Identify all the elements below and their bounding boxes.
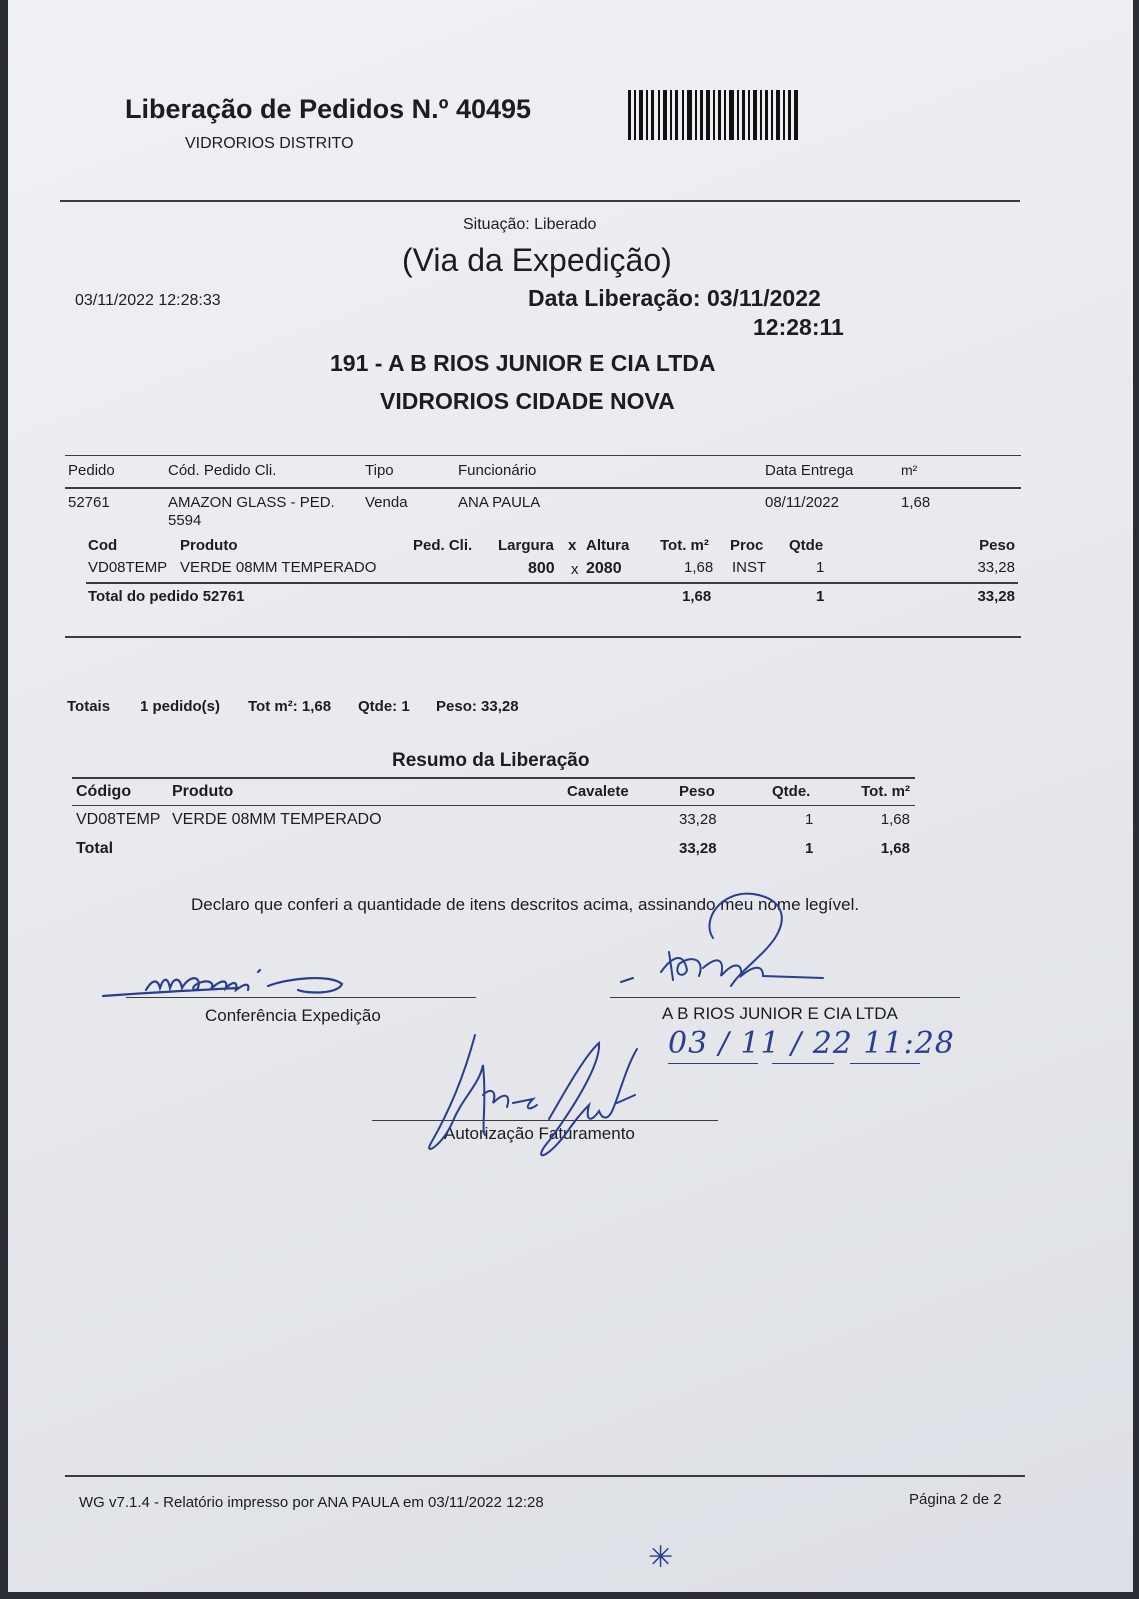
item-col-cod: Cod <box>88 537 118 554</box>
item-total-line <box>86 582 1018 584</box>
resumo-col-cavalete: Cavalete <box>567 783 629 800</box>
item-col-ped-cli: Ped. Cli. <box>413 537 473 554</box>
via-title: (Via da Expedição) <box>402 242 672 278</box>
resumo-title: Resumo da Liberação <box>392 750 590 771</box>
order-bottom-line <box>65 636 1021 638</box>
document-page <box>8 0 1133 1592</box>
item-col-largura: Largura <box>498 537 554 554</box>
client-store: VIDRORIOS CIDADE NOVA <box>380 388 675 414</box>
company-name: VIDRORIOS DISTRITO <box>185 135 354 152</box>
footer-report: WG v7.1.4 - Relatório impresso por ANA PAULA em 03/11/2022 12:28 <box>79 1494 544 1511</box>
signature-label-cliente: A B RIOS JUNIOR E CIA LTDA <box>662 1004 898 1023</box>
handwritten-date-underline-3 <box>850 1063 920 1064</box>
totais-label: Totais <box>67 698 111 715</box>
resumo-row-tot-m2: 1,68 <box>880 811 910 828</box>
resumo-top-line <box>72 777 915 779</box>
signature-label-autorizacao: Autorização Faturamento <box>444 1124 635 1143</box>
resumo-col-tot-m2: Tot. m² <box>861 783 910 800</box>
totais-peso: Peso: 33,28 <box>436 698 519 715</box>
data-liberacao-time: 12:28:11 <box>753 314 844 340</box>
header-divider <box>60 200 1020 202</box>
client-name: 191 - A B RIOS JUNIOR E CIA LTDA <box>330 350 716 376</box>
footer-page: Página 2 de 2 <box>909 1491 1002 1508</box>
item-col-peso: Peso <box>979 537 1015 554</box>
item-x: x <box>571 561 579 578</box>
item-peso: 33,28 <box>977 559 1015 576</box>
order-total-m2: 1,68 <box>682 588 712 605</box>
item-altura: 2080 <box>586 560 622 577</box>
asterisk-icon: ✳ <box>648 1541 674 1574</box>
item-produto: VERDE 08MM TEMPERADO <box>180 559 377 576</box>
order-funcionario: ANA PAULA <box>458 494 541 511</box>
order-header-line <box>65 487 1021 489</box>
signature-line-cliente <box>610 997 960 998</box>
order-data-entrega: 08/11/2022 <box>765 494 839 511</box>
resumo-total-qtde: 1 <box>805 840 814 857</box>
col-tipo: Tipo <box>365 462 394 479</box>
resumo-row-produto: VERDE 08MM TEMPERADO <box>172 811 382 828</box>
order-pedido: 52761 <box>68 494 110 511</box>
order-m2: 1,68 <box>901 494 931 511</box>
totais-tot-m2: Tot m²: 1,68 <box>248 698 332 715</box>
declaration-text: Declaro que conferi a quantidade de itens descritos acima, assinando meu nome legível. <box>191 895 860 914</box>
order-total-peso: 33,28 <box>977 588 1015 605</box>
resumo-total-tot-m2: 1,68 <box>880 840 910 857</box>
signature-cliente <box>613 880 843 995</box>
barcode-icon <box>628 90 803 142</box>
order-total-label: Total do pedido 52761 <box>88 588 245 605</box>
data-liberacao: Data Liberação: 03/11/2022 <box>528 285 821 311</box>
item-col-altura: Altura <box>586 537 630 554</box>
situacao: Situação: Liberado <box>463 216 597 233</box>
totais-pedidos: 1 pedido(s) <box>140 698 221 715</box>
resumo-col-qtde: Qtde. <box>772 783 811 800</box>
resumo-col-peso: Peso <box>679 783 715 800</box>
col-data-entrega: Data Entrega <box>765 462 854 479</box>
signature-autorizacao <box>413 1025 653 1175</box>
resumo-total-peso: 33,28 <box>679 840 717 857</box>
item-largura: 800 <box>528 560 555 577</box>
totais-qtde: Qtde: 1 <box>358 698 410 715</box>
resumo-col-produto: Produto <box>172 783 234 800</box>
resumo-row-qtde: 1 <box>805 811 814 828</box>
col-pedido: Pedido <box>68 462 115 479</box>
item-proc: INST <box>732 559 767 576</box>
col-funcionario: Funcionário <box>458 462 537 479</box>
resumo-row-peso: 33,28 <box>679 811 717 828</box>
order-total-qtde: 1 <box>816 588 825 605</box>
item-qtde: 1 <box>816 559 825 576</box>
item-col-qtde: Qtde <box>789 537 824 554</box>
resumo-row-codigo: VD08TEMP <box>76 811 161 828</box>
print-datetime: 03/11/2022 12:28:33 <box>75 292 221 309</box>
handwritten-date-underline-1 <box>668 1063 758 1064</box>
item-cod: VD08TEMP <box>88 559 168 576</box>
item-col-x: x <box>568 537 577 554</box>
col-m2: m² <box>901 462 918 478</box>
footer-divider <box>65 1475 1025 1477</box>
col-cod-pedido-cli: Cód. Pedido Cli. <box>168 462 277 479</box>
item-col-produto: Produto <box>180 537 238 554</box>
order-top-line <box>65 455 1021 456</box>
item-col-proc: Proc <box>730 537 764 554</box>
signature-label-conferencia: Conferência Expedição <box>205 1006 381 1025</box>
item-col-tot-m2: Tot. m² <box>660 537 709 554</box>
handwritten-date: 03 / 11 / 22 11:28 <box>668 1026 955 1061</box>
signature-conferencia <box>98 960 358 1005</box>
document-title: Liberação de Pedidos N.º 40495 <box>125 94 532 124</box>
order-cod-line2: 5594 <box>168 512 202 529</box>
handwritten-date-underline-2 <box>772 1063 834 1064</box>
item-tot-m2: 1,68 <box>684 559 714 576</box>
order-tipo: Venda <box>365 494 408 511</box>
resumo-header-line <box>72 805 915 806</box>
order-cod-line1: AMAZON GLASS - PED. <box>168 494 335 511</box>
resumo-col-codigo: Código <box>76 783 132 800</box>
resumo-total-label: Total <box>76 840 114 857</box>
